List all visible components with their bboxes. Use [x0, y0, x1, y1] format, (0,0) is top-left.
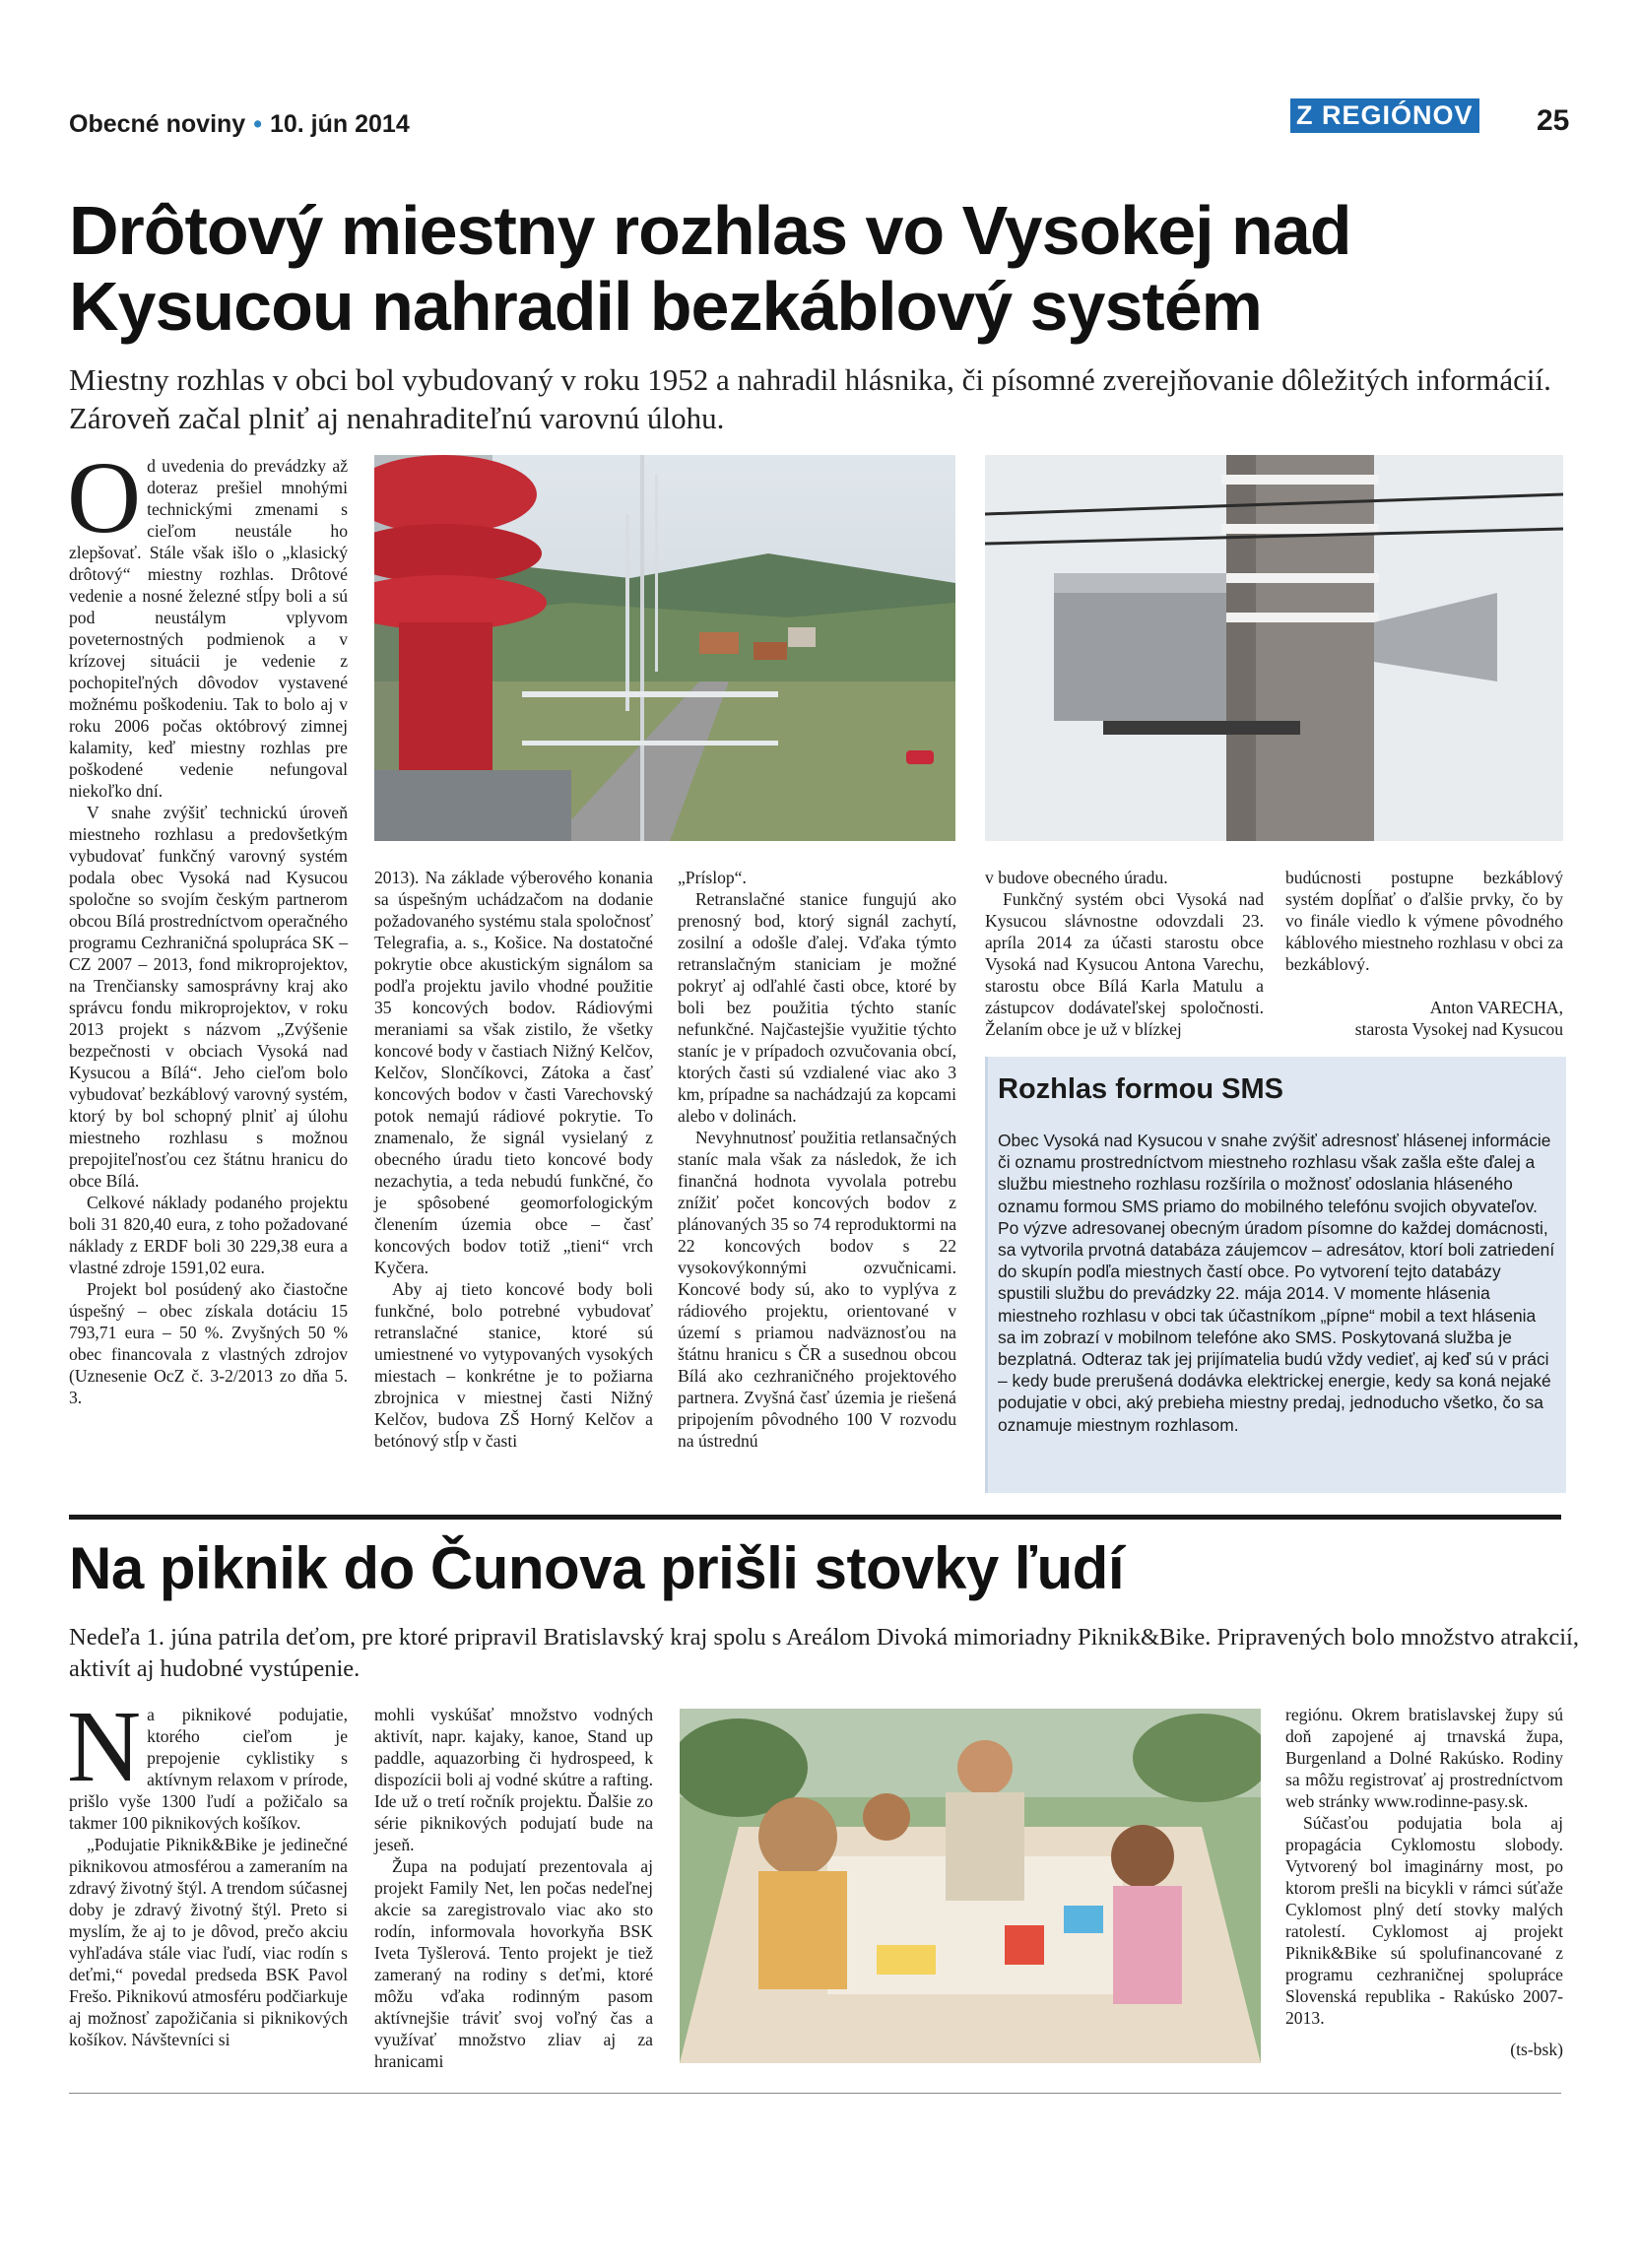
article2-headline: Na piknik do Čunova prišli stovky ľudí — [69, 1535, 1124, 1601]
footer-rule — [69, 2093, 1561, 2094]
paragraph: 2013). Na základe výberového konania sa úspešným uchádzačom na dodanie požadovaného systému stala spoločnosť Telegrafia, a. s., Košice. Na dostatočné pokrytie obce akustickým signálom sa podľa projektu javilo vhodné použitie 35 koncových bodov. Rádiovými meraniami sa však zistilo, že všetky koncové body v častiach Nižný Kelčov, Kelčov, Slončíkovci, Zátoka a časť koncových bodov v časti Varechovský potok nemajú rádiové pokrytie. To znamenalo, že signál vysielaný z obecného úradu tieto koncové body nezachytia, a teda nebudú funkčné, čo je spôsobené geomorfologickým členením územia obce – časť koncových bodov totiž „tieni“ vrch Kyčera. — [374, 868, 653, 1277]
dropcap: N — [67, 1690, 142, 1803]
paragraph: Po výzve adresovanej obecným úradom písomne do každej domácnosti, sa vytvorila prvotná databáza záujemcov – adresátov, ktorí boli zatriedení do skupín podľa miestnych častí obce. Po vytvorení tejto databázy spustili službu do prevádzky 22. mája 2014. V momente hlásenia miestneho rozhlasu v obci tak účastníkom „pípne“ mobil a text hlásenia sa im zobrazí v mobilnom telefóne ako SMS. Poskytovaná služba je bezplatná. Odteraz tak jej prijímatelia budú vždy vedieť, aj keď sú v práci – kedy bude prerušená dodávka elektrickej energie, kedy sa koná nejaké podujatie v obci, aký prebieha miestny predaj, jednoducho všetko, čo sa oznamuje miestnym rozhlasom. — [998, 1217, 1555, 1435]
photo-picnic — [680, 1709, 1261, 2063]
photo-pole-speaker — [985, 455, 1563, 841]
issue-date: 10. jún 2014 — [269, 110, 410, 138]
publication-name: Obecné noviny — [69, 110, 246, 138]
signature-role: starosta Vysokej nad Kysucou — [1354, 1019, 1563, 1039]
paragraph: a piknikové podujatie, ktorého cieľom je prepojenie cyklistiky s aktívnym relaxom v prírode, prišlo vyše 1300 ľudí a požičalo sa takmer 100 piknikových košíkov. — [69, 1705, 348, 1833]
paragraph: Župa na podujatí prezentovala aj projekt Family Net, len počas nedeľnej akcie sa zaregistrovalo viac ako sto rodín, informovala hovorkyňa BSK Iveta Tyšlerová. Tento projekt je tiež zameraný na rodiny s deťmi, ktoré môžu vďaka rodinným pasom aktívnejšie tráviť svoj voľný čas a využívať množstvo zliav aj za hranicami — [374, 1856, 653, 2071]
bullet-icon: • — [253, 110, 262, 138]
paragraph: Aby aj tieto koncové body boli funkčné, bolo potrebné vybudovať retranslačné stanice, ktoré sú umiestnené vo vytypovaných vysokých miestach – konkrétne je to požiarna zbrojnica v miestnej časti Nižný Kelčov, budova ZŠ Horný Kelčov a betónový stĺp v časti — [374, 1279, 653, 1451]
paragraph: V snahe zvýšiť technickú úroveň miestneho rozhlasu a predovšetkým vybudovať funkčný varovný systém podala obec Vysoká nad Kysucou spoločne so svojím českým partnerom obcou Bílá prostredníctvom operačného programu Cezhraničná spolupráca SK – CZ 2007 – 2013, fond mikroprojektov, na Trenčiansky samosprávny kraj ako správcu fondu mikroprojektov, v roku 2013 projekt s názvom „Zvýšenie bezpečnosti v obciach Vysoká nad Kysucou a Bílá“. Jeho cieľom bolo vybudovať bezkáblový varovný systém, ktorý by bol schopný plniť aj úlohu miestneho rozhlasu s možnou prepojiteľnosťou cez štátnu hranicu do obce Bílá. — [69, 803, 348, 1191]
paragraph: „Podujatie Piknik&Bike je jedinečné piknikovou atmosférou a zameraním na zdravý životný štýl. A trendom súčasnej doby je zdravý životný štýl. Preto si myslím, že aj to je dôvod, prečo akciu vyhľadáva stále viac ľudí, viac rodín s deťmi,“ povedal predseda BSK Pavol Frešo. Piknikovú atmosféru podčiarkuje aj možnosť zapožičania si piknikových košíkov. Návštevníci si — [69, 1835, 348, 2049]
article1-headline: Drôtový miestny rozhlas vo Vysokej nad Kysucou nahradil bezkáblový systém — [69, 192, 1351, 345]
paragraph: „Príslop“. — [678, 868, 747, 887]
article1-column-3 — [678, 867, 956, 1452]
photo-siren — [374, 455, 955, 841]
paragraph: Retranslačné stanice fungujú ako prenosný bod, ktorý signál zachytí, zosilní a odošle ďalej. Vďaka týmto retranslačným staniciam je možné pokryť aj odľahlé časti obce, ktoré by boli bez použitia týchto staníc nefunkčné. Najčastejšie využitie týchto staníc je v prípadoch ozvučovania obcí, ktorých časti sú vzdialené viac ako 3 km, prípadne sa nachádzajú za kopcami alebo v dolinách. — [678, 889, 956, 1126]
article2-column-3 — [1285, 1704, 1563, 2060]
picnic-photo-illustration — [680, 1709, 1261, 2063]
pole-speaker-illustration — [985, 455, 1563, 841]
paragraph: budúcnosti postupne bezkáblový systém dopĺňať o ďalšie prvky, čo by vo finále viedlo k výmene pôvodného káblového miestneho rozhlasu v obci za bezkáblový. — [1285, 868, 1563, 974]
section-tag: Z REGIÓNOV — [1290, 98, 1479, 133]
sidebar-body — [998, 1130, 1555, 1436]
signature: (ts-bsk) — [1510, 2040, 1563, 2059]
running-header — [69, 110, 410, 139]
article1-lead: Miestny rozhlas v obci bol vybudovaný v roku 1952 a nahradil hlásnika, či písomné zverejňovanie dôležitých informácií. Zároveň začal plniť aj nenahraditeľnú varovnú úlohu. — [69, 362, 1551, 435]
article2-column-1 — [67, 1690, 348, 2050]
paragraph: regiónu. Okrem bratislavskej župy sú doň zapojené aj trnavská župa, Burgenland a Dolné Rakúsko. Rodiny sa môžu registrovať aj prostredníctvom web stránky www.rodinne-pasy.sk. — [1285, 1705, 1563, 1811]
sidebar-title: Rozhlas formou SMS — [998, 1073, 1284, 1105]
paragraph: v budove obecného úradu. — [985, 868, 1168, 887]
paragraph: Nevyhnutnosť použitia retlansačných staníc mala však za následok, že ich finančná hodnota vyvolala potrebu znížiť počet koncových bodov z plánovaných 35 so 74 reproduktormi na 22 koncových bodov s 22 vysokovýkonnými ozvučnicami. Koncové body sú, ako to vyplýva z rádiového projektu, orientované v území s priamou nadväznosťou na štátnu hranicu s ČR a susednou obcou Bílá ako cezhraničného projektového partnera. Zvyšná časť územia je riešená pripojením pôvodného 100 V rozvodu na ústrednú — [678, 1128, 956, 1451]
signature-name: Anton VARECHA, — [1429, 998, 1563, 1017]
article1-column-1 — [67, 441, 348, 1408]
article1-column-5 — [1285, 867, 1563, 1040]
dropcap: O — [67, 441, 142, 554]
article2-lead: Nedeľa 1. júna patrila deťom, pre ktoré pripravil Bratislavský kraj spolu s Areálom Divoká mimoriadny Piknik&Bike. Pripravených bolo množstvo atrakcií, aktivít aj hudobné vystúpenie. — [69, 1624, 1579, 1682]
paragraph: Obec Vysoká nad Kysucou v snahe zvýšiť adresnosť hlásenej informácie či oznamu prostredníctvom miestneho rozhlasu však zašla ešte ďalej a službu miestneho rozhlasu rozšírila o možnosť odoslania hláseného oznamu formou SMS priamo do mobilného telefónu svojich obyvateľov. — [998, 1131, 1551, 1216]
siren-photo-illustration — [374, 455, 955, 841]
paragraph: d uvedenia do prevádzky až doteraz prešiel mnohými technickými zmenami s cieľom neustále ho zlepšovať. Stále však išlo o „klasický drôtový“ miestny rozhlas. Drôtové vedenie a nosné železné stĺpy boli a sú pod neustálym vplyvom poveternostných podmienok a v krízovej situácii je vedenie z pochopiteľných dôvodov vystavené možnému poškodeniu. Tak to bolo aj v roku 2006 počas októbrový zimnej kalamity, keď miestny rozhlas pre poškodené vedenie nefungoval niekoľko dní. — [69, 456, 348, 801]
article2-column-2 — [374, 1704, 653, 2072]
article-divider — [69, 1515, 1561, 1520]
paragraph: Súčasťou podujatia bola aj propagácia Cyklomostu slobody. Vytvorený bol imaginárny most, po ktorom prešli na bicykli v rámci súťaže Cyklomost plný detí stovky malých ratolestí. Cyklomost aj projekt Piknik&Bike sú spolufinancované z programu cezhraničnej spolupráce Slovenská republika - Rakúsko 2007-2013. — [1285, 1813, 1563, 2028]
paragraph: Celkové náklady podaného projektu boli 31 820,40 eura, z toho požadované náklady z ERDF boli 30 229,38 eura a vlastné zdroje 1591,02 eura. — [69, 1193, 348, 1277]
page-number: 25 — [1537, 104, 1570, 137]
paragraph: Funkčný systém obci Vysoká nad Kysucou slávnostne odovzdali 23. apríla 2014 za účasti starostu obce Vysoká nad Kysucou Antona Varechu, starostu obce Bílá Karla Matulu a zástupcov dodávateľskej spoločnosti. Želaním obce je už v blízkej — [985, 889, 1264, 1039]
paragraph: mohli vyskúšať množstvo vodných aktivít, napr. kajaky, kanoe, Stand up paddle, aquazorbing či hydrospeed, k dispozícii boli aj vodné skútre a rafting. Ide už o tretí ročník projektu. Ďalšie zo série piknikových podujatí bude na jeseň. — [374, 1705, 653, 1854]
paragraph: Projekt bol posúdený ako čiastočne úspešný – obec získala dotáciu 15 793,71 eura – 50 %. Zvyšných 50 % obec financovala z vlastných zdrojov (Uznesenie OcZ č. 3-2/2013 zo dňa 5. 3. — [69, 1279, 348, 1407]
article1-column-2 — [374, 867, 653, 1452]
article1-column-4 — [985, 867, 1264, 1040]
